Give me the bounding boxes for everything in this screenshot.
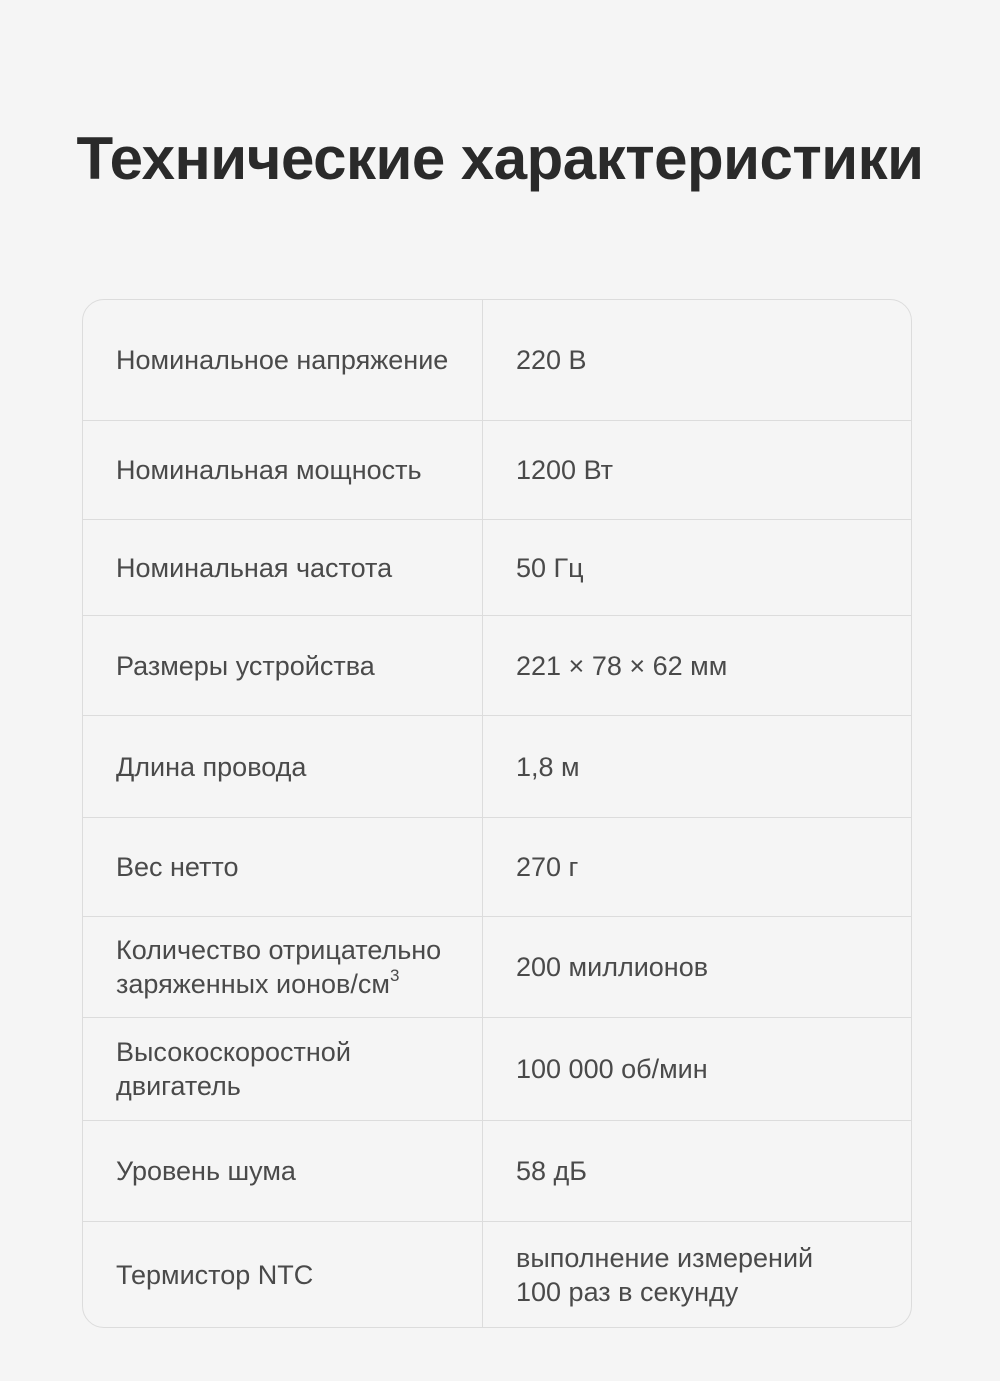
spec-row-ions xyxy=(83,916,911,1017)
spec-table xyxy=(82,299,912,1328)
spec-value: 220 В xyxy=(516,345,587,375)
spec-value: 221 × 78 × 62 мм xyxy=(516,650,728,681)
spec-label-cell xyxy=(83,1018,483,1120)
spec-label: Термистор NTC xyxy=(116,1259,314,1290)
spec-label: Номинальное напряжение xyxy=(116,345,449,375)
spec-label-text: Количество отрицательно заряженных ионов/см xyxy=(116,935,442,999)
spec-label-cell xyxy=(83,421,483,519)
spec-label-cell xyxy=(83,300,483,420)
spec-row-frequency xyxy=(83,519,911,615)
spec-label xyxy=(116,933,441,1001)
spec-value: 50 Гц xyxy=(516,552,584,583)
spec-label-cell xyxy=(83,917,483,1017)
spec-row-motor xyxy=(83,1017,911,1120)
spec-value-cell xyxy=(483,616,911,715)
spec-label: Вес нетто xyxy=(116,852,239,882)
spec-label: Размеры устройства xyxy=(116,650,375,681)
spec-value: 270 г xyxy=(516,852,579,882)
spec-row-ntc xyxy=(83,1221,911,1327)
spec-value-cell xyxy=(483,1121,911,1221)
page-title: Технические характеристики xyxy=(76,125,924,192)
spec-value-cell xyxy=(483,1222,911,1327)
spec-row-dimensions xyxy=(83,615,911,715)
spec-value-cell xyxy=(483,300,911,420)
spec-label: Номинальная мощность xyxy=(116,455,422,485)
spec-label: Длина провода xyxy=(116,751,307,782)
spec-label: Номинальная частота xyxy=(116,552,393,583)
spec-label-cell xyxy=(83,1222,483,1327)
spec-label-cell xyxy=(83,818,483,916)
spec-label: Высокоскоростной двигатель xyxy=(116,1037,351,1101)
spec-label-cell xyxy=(83,520,483,615)
spec-value: выполнение измерений 100 раз в секунду xyxy=(516,1242,814,1307)
spec-value: 1,8 м xyxy=(516,751,580,782)
spec-value: 1200 Вт xyxy=(516,455,614,485)
spec-value-cell xyxy=(483,520,911,615)
spec-value-cell xyxy=(483,716,911,817)
spec-value-cell xyxy=(483,421,911,519)
spec-row-power xyxy=(83,420,911,519)
spec-value: 200 миллионов xyxy=(516,952,709,982)
spec-row-net-weight xyxy=(83,817,911,916)
spec-row-noise xyxy=(83,1120,911,1221)
spec-label-cell xyxy=(83,1121,483,1221)
spec-value: 58 дБ xyxy=(516,1156,588,1186)
spec-label-cell xyxy=(83,716,483,817)
spec-label: Уровень шума xyxy=(116,1156,296,1186)
spec-value-cell xyxy=(483,917,911,1017)
spec-value: 100 000 об/мин xyxy=(516,1054,708,1084)
spec-label-cell xyxy=(83,616,483,715)
spec-row-cord-length xyxy=(83,715,911,817)
spec-value-cell xyxy=(483,818,911,916)
spec-row-voltage xyxy=(83,300,911,420)
superscript-3: 3 xyxy=(389,966,400,985)
spec-value-cell xyxy=(483,1018,911,1120)
